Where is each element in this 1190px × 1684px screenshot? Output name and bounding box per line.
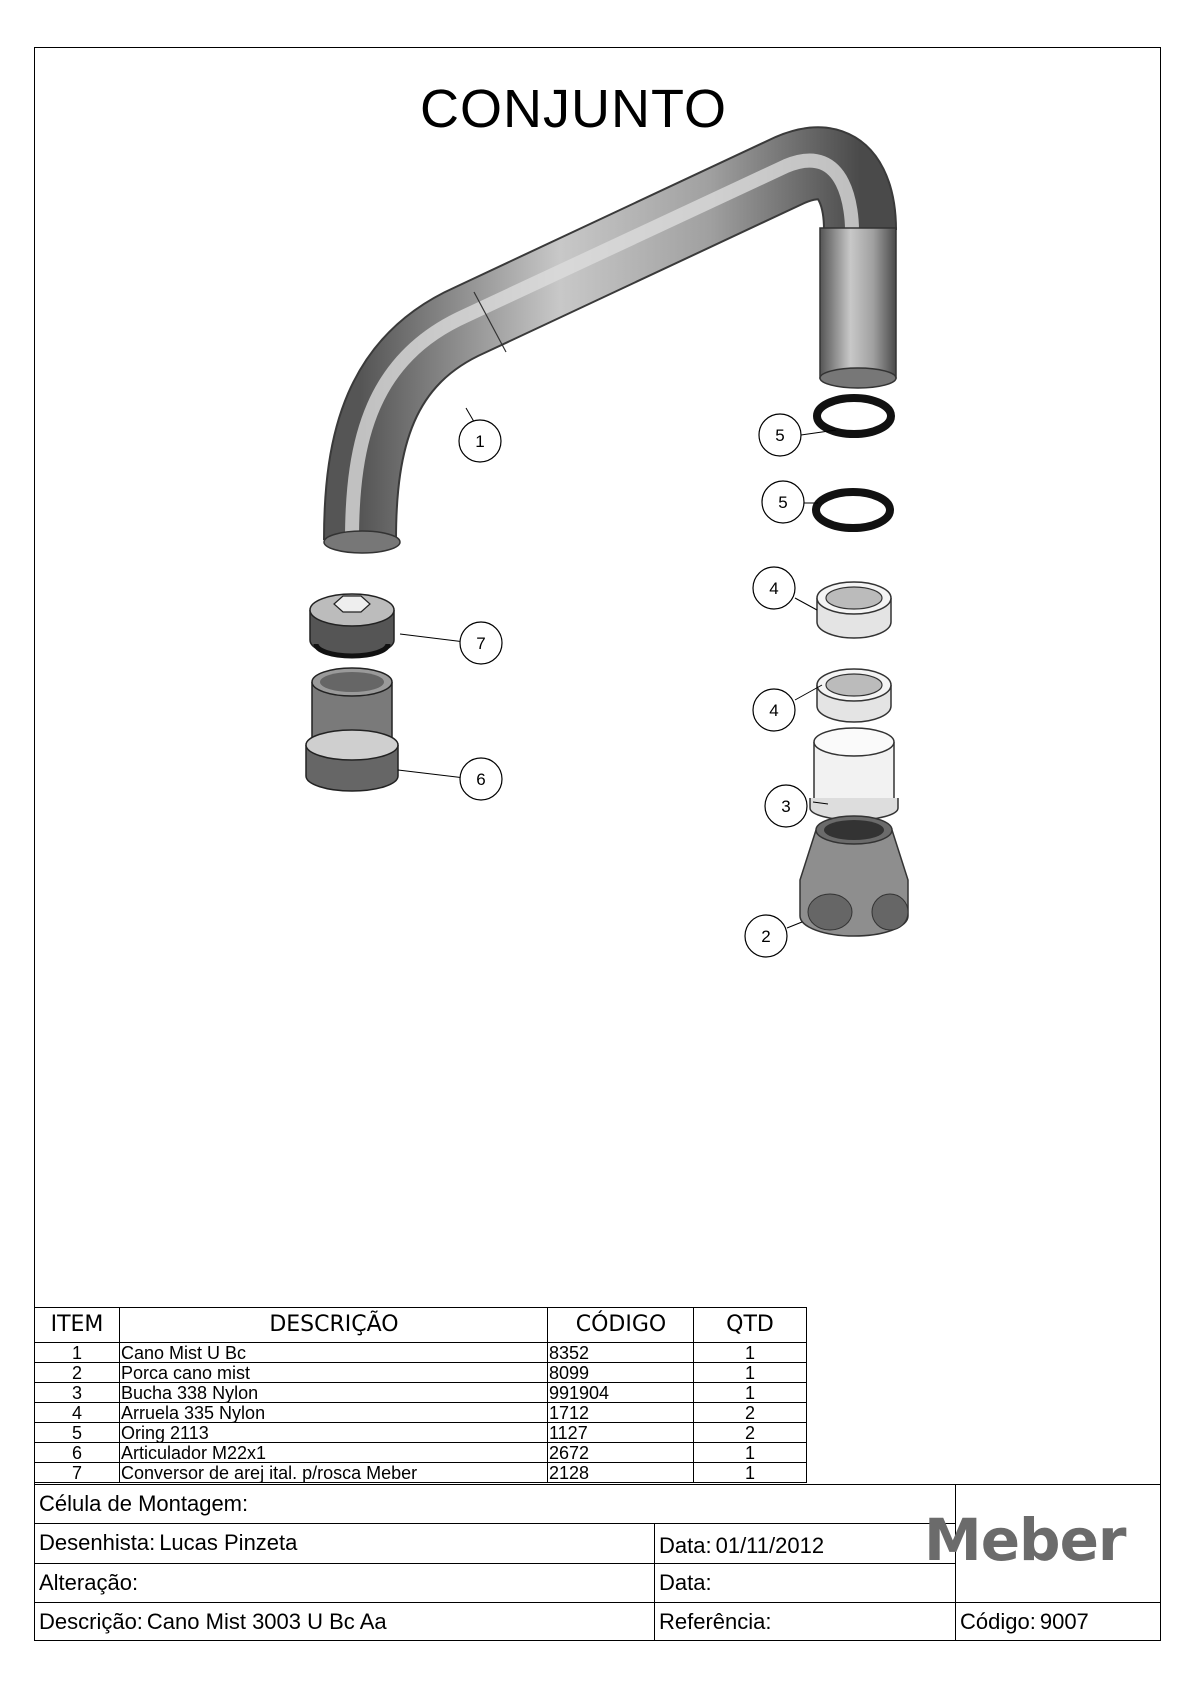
bom-code: 1712 — [548, 1403, 694, 1423]
oring-part — [817, 398, 891, 434]
date-field — [654, 1523, 955, 1563]
bom-item: 2 — [35, 1363, 120, 1383]
table-row — [35, 1403, 807, 1423]
bom-item: 4 — [35, 1403, 120, 1423]
bom-qty: 1 — [694, 1463, 807, 1483]
bom-qty: 1 — [694, 1443, 807, 1463]
table-row — [35, 1363, 807, 1383]
balloon-label: 5 — [778, 493, 788, 512]
change-field — [34, 1563, 654, 1602]
bom-item: 6 — [35, 1443, 120, 1463]
change-date-field — [654, 1563, 955, 1602]
bushing-part — [810, 728, 898, 820]
code-field — [955, 1602, 1161, 1641]
balloon-label: 7 — [476, 634, 486, 653]
designer-value: Lucas Pinzeta — [159, 1530, 298, 1555]
code-label: Código: — [960, 1608, 1036, 1634]
bom-code: 1127 — [548, 1423, 694, 1443]
bom-code: 2128 — [548, 1463, 694, 1483]
bom-description: Articulador M22x1 — [120, 1443, 548, 1463]
bom-header-code: CÓDIGO — [548, 1308, 694, 1343]
bom-description: Bucha 338 Nylon — [120, 1383, 548, 1403]
date-value: 01/11/2012 — [715, 1533, 825, 1558]
bill-of-materials-table — [34, 1307, 807, 1483]
articulator-part — [306, 668, 398, 791]
balloon-label: 4 — [769, 701, 779, 720]
washer-part — [817, 582, 891, 638]
aerator-converter-part — [310, 594, 394, 656]
description-value: Cano Mist 3003 U Bc Aa — [146, 1608, 387, 1634]
bom-header-row — [35, 1308, 807, 1343]
balloon-label: 4 — [769, 579, 779, 598]
washer-part — [817, 669, 891, 722]
reference-label: Referência: — [659, 1608, 772, 1634]
assembly-cell-label: Célula de Montagem: — [39, 1490, 249, 1516]
bom-item: 1 — [35, 1343, 120, 1363]
designer-field — [34, 1523, 654, 1563]
bom-item: 5 — [35, 1423, 120, 1443]
bom-item: 7 — [35, 1463, 120, 1483]
table-row — [35, 1383, 807, 1403]
balloon-label: 2 — [761, 927, 771, 946]
bom-code: 991904 — [548, 1383, 694, 1403]
nut-part — [800, 816, 908, 936]
bom-description: Conversor de arej ital. p/rosca Meber — [120, 1463, 548, 1483]
bom-qty: 1 — [694, 1343, 807, 1363]
bom-header-description: DESCRIÇÃO — [120, 1308, 548, 1343]
bom-description: Arruela 335 Nylon — [120, 1403, 548, 1423]
date-label: Data: — [659, 1533, 712, 1558]
bom-item: 3 — [35, 1383, 120, 1403]
balloon-label: 1 — [475, 432, 485, 451]
oring-part — [816, 492, 890, 528]
meber-logo: Meber — [924, 1506, 1126, 1574]
bom-description: Cano Mist U Bc — [120, 1343, 548, 1363]
reference-field — [654, 1602, 955, 1641]
bom-qty: 1 — [694, 1363, 807, 1383]
bom-qty: 2 — [694, 1423, 807, 1443]
bom-code: 8099 — [548, 1363, 694, 1383]
change-label: Alteração: — [39, 1569, 139, 1595]
bom-code: 2672 — [548, 1443, 694, 1463]
code-value: 9007 — [1039, 1608, 1089, 1634]
bom-header-qty: QTD — [694, 1308, 807, 1343]
designer-label: Desenhista: — [39, 1530, 156, 1555]
bom-code: 8352 — [548, 1343, 694, 1363]
bom-header-item: ITEM — [35, 1308, 120, 1343]
bom-qty: 1 — [694, 1383, 807, 1403]
bom-description: Porca cano mist — [120, 1363, 548, 1383]
description-label: Descrição: — [39, 1608, 143, 1634]
bom-description: Oring 2113 — [120, 1423, 548, 1443]
table-row — [35, 1343, 807, 1363]
bom-qty: 2 — [694, 1403, 807, 1423]
description-field — [34, 1602, 654, 1641]
table-row — [35, 1463, 807, 1483]
balloon-label: 6 — [476, 770, 486, 789]
change-date-label: Data: — [659, 1569, 712, 1595]
balloon-label: 3 — [781, 797, 791, 816]
balloon-label: 5 — [775, 426, 785, 445]
table-row — [35, 1423, 807, 1443]
drawing-title: CONJUNTO — [420, 79, 728, 139]
pipe-part — [324, 161, 896, 553]
assembly-cell-field — [34, 1484, 955, 1523]
table-row — [35, 1443, 807, 1463]
